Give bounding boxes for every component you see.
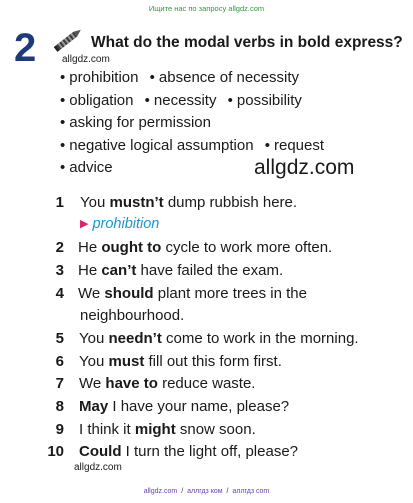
modal-verb: needn’t xyxy=(108,330,162,347)
option-absence-of-necessity: absence of necessity xyxy=(158,69,300,86)
footer-item: allgdz.com xyxy=(143,488,178,495)
top-watermark: Ищите нас по запросу allgdz.com xyxy=(148,4,265,13)
sentence-number: 2 xyxy=(55,239,64,256)
options-line-4 xyxy=(60,137,331,154)
option-necessity: necessity xyxy=(153,92,217,109)
sentence-text: I think it might snow soon. xyxy=(79,421,256,438)
sentence-number: 1 xyxy=(55,194,64,211)
watermark-small-1: allgdz.com xyxy=(62,54,110,65)
sentence-text: We have to reduce waste. xyxy=(79,375,256,392)
modal-verb: might xyxy=(134,421,176,438)
modal-verb: mustn’t xyxy=(109,194,164,211)
pencil-icon xyxy=(52,24,86,54)
sentence-text: You mustn’t dump rubbish here. xyxy=(80,194,298,211)
option-obligation: obligation xyxy=(69,92,134,109)
footer-item: аллгдз com xyxy=(232,488,270,495)
option-request: request xyxy=(273,137,325,154)
exercise-instruction: What do the modal verbs in bold express? xyxy=(91,34,403,51)
sentence-text: You needn’t come to work in the morning. xyxy=(79,330,359,347)
option-possibility: possibility xyxy=(236,92,302,109)
footer-separator: / xyxy=(226,488,229,495)
sentence-text: You must fill out this form first. xyxy=(79,353,282,370)
sentence-text: May I have your name, please? xyxy=(79,398,290,415)
option-negative-logical-assumption: negative logical assumption xyxy=(69,137,254,154)
bullet-icon: • xyxy=(60,69,66,86)
sentence-number: 5 xyxy=(55,330,64,347)
bullet-icon: • xyxy=(149,69,155,86)
sentence-text: He ought to cycle to work more often. xyxy=(78,239,333,256)
footer-item: аллгдз ком xyxy=(187,488,223,495)
example-answer-text: prohibition xyxy=(92,216,160,232)
sentence-text: He can’t have failed the exam. xyxy=(78,262,284,279)
sentence-number: 4 xyxy=(55,285,64,302)
footer-separator: / xyxy=(181,488,184,495)
modal-verb: have to xyxy=(105,375,158,392)
sentence-4-continuation: neighbourhood. xyxy=(80,307,185,324)
modal-verb: must xyxy=(108,353,145,370)
sentence-text: Could I turn the light off, please? xyxy=(79,443,299,460)
options-line-1 xyxy=(60,69,306,86)
bullet-icon: • xyxy=(60,159,66,176)
sentence-number: 9 xyxy=(55,421,64,438)
bullet-icon: • xyxy=(144,92,150,109)
option-asking-for-permission: asking for permission xyxy=(69,114,211,131)
sentence-number: 10 xyxy=(47,443,64,460)
watermark-large: allgdz.com xyxy=(254,156,355,179)
exercise-number: 2 xyxy=(14,26,37,70)
watermark-small-2: allgdz.com xyxy=(74,462,122,473)
sentence-text: We should plant more trees in the xyxy=(78,285,307,302)
bullet-icon: • xyxy=(264,137,270,154)
bottom-watermark xyxy=(0,488,413,495)
modal-verb: can’t xyxy=(101,262,137,279)
option-prohibition: prohibition xyxy=(69,69,139,86)
play-marker-icon: ▶ xyxy=(80,218,89,230)
sentence-number: 6 xyxy=(55,353,64,370)
sentence-number: 7 xyxy=(55,375,64,392)
sentence-number: 8 xyxy=(55,398,64,415)
options-line-5 xyxy=(60,159,120,176)
example-answer xyxy=(80,216,159,232)
modal-verb: ought to xyxy=(101,239,162,256)
bullet-icon: • xyxy=(60,92,66,109)
options-line-2 xyxy=(60,92,309,109)
bullet-icon: • xyxy=(60,114,66,131)
modal-verb: May xyxy=(79,398,109,415)
option-advice: advice xyxy=(69,159,113,176)
modal-verb: Could xyxy=(79,443,122,460)
bullet-icon: • xyxy=(60,137,66,154)
sentence-number: 3 xyxy=(55,262,64,279)
options-line-3 xyxy=(60,114,218,131)
modal-verb: should xyxy=(104,285,154,302)
bullet-icon: • xyxy=(227,92,233,109)
